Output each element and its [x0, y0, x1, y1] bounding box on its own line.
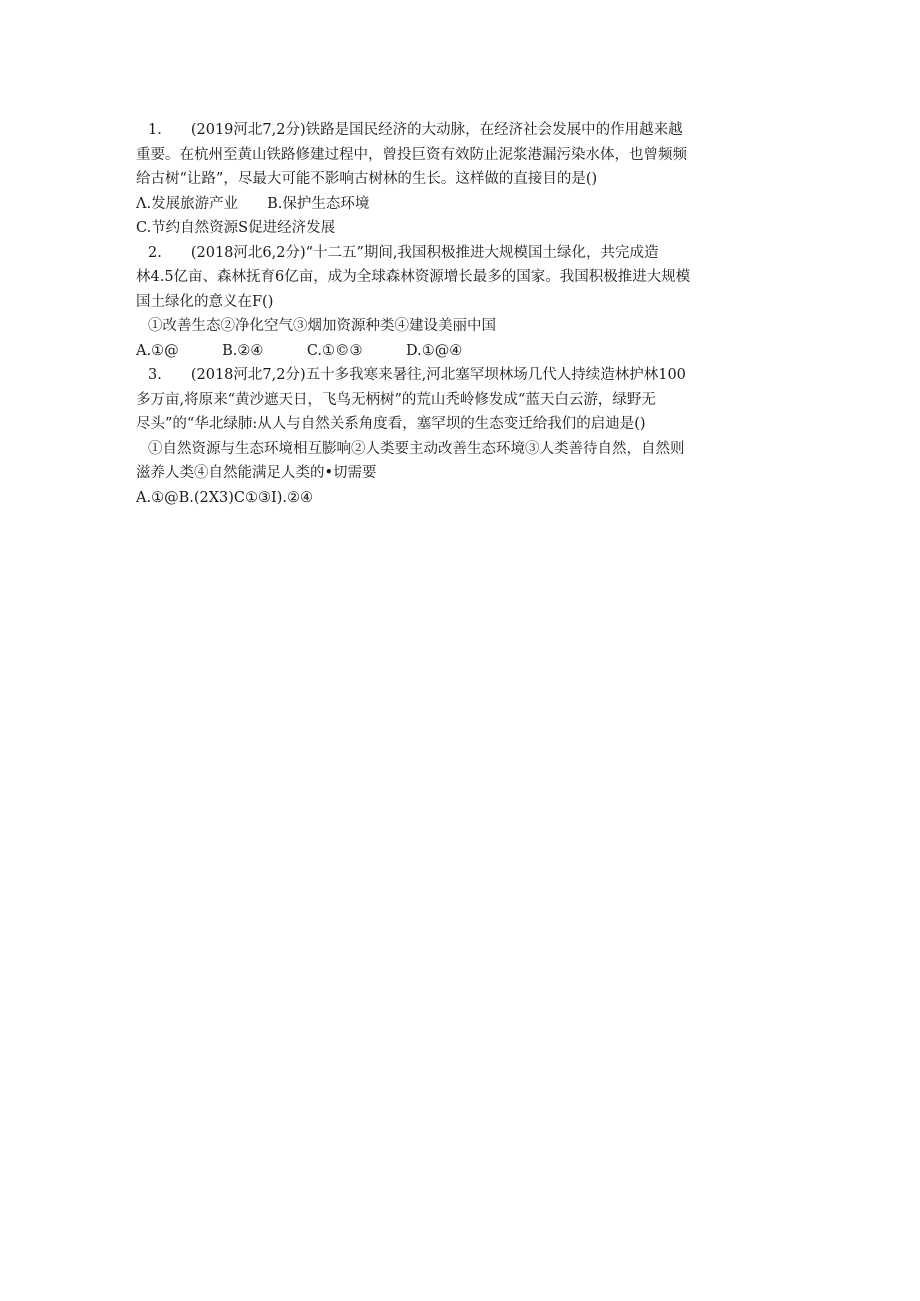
- question-2-statements: ①改善生态②净化空气③烟加资源种类④建设美丽中国: [148, 318, 496, 334]
- question-2: [136, 241, 786, 364]
- question-2-stem-line-3: 国土绿化的意义在F(): [136, 293, 274, 310]
- question-3-statements-line-2: 滋养人类④自然能满足人类的•切需要: [136, 465, 377, 481]
- question-3-stem-line-1: 3. (2018河北7,2分)五十多我寒来暑往,河北塞罕坝林场几代人持续造林护林100: [148, 367, 686, 383]
- question-3-stem-line-2: 多万亩,将原来“黄沙遮天日，飞鸟无柄树”的荒山秃岭修发成“蓝天白云游，绿野无: [136, 391, 656, 408]
- question-1-options-ab: Λ.发展旅游产业 B.保护生态环境: [136, 195, 370, 212]
- question-1: [136, 118, 786, 241]
- question-2-options: A.①@ B.②④ C.①©③ D.①@④: [136, 342, 463, 359]
- question-3-stem-line-3: 尽头”的“华北绿肺:从人与自然关系角度看，塞罕坝的生态变迁给我们的启迪是(): [136, 416, 646, 432]
- question-1-options-cd: C.节约自然资源S促进经济发展: [136, 220, 336, 236]
- question-3: [136, 363, 786, 510]
- question-2-stem-line-1: 2. (2018河北6,2分)“十二五”期间,我国积极推进大规模国土绿化，共完成造: [148, 244, 659, 261]
- question-1-stem-line-3: 给古树“让路”，尽最大可能不影响古树林的生长。这样做的直接目的是(): [136, 171, 598, 187]
- question-1-stem-line-2: 重要。在杭州至黄山铁路修建过程中，曾投巨资有效防止泥浆港漏污染水体，也曾频频: [136, 146, 687, 163]
- question-1-stem-line-1: 1. (2019河北7,2分)铁路是国民经济的大动脉，在经济社会发展中的作用越来越: [148, 122, 683, 138]
- question-2-stem-line-2: 林4.5亿亩、森林抚育6亿亩，成为全球森林资源增长最多的国家。我国积极推进大规模: [136, 269, 691, 285]
- question-3-options: A.①@B.(2X3)C①③I).②④: [136, 489, 314, 506]
- question-3-statements-line-1: ①自然资源与生态环境相互膨响②人类要主动改善生态环境③人类善待自然，自然则: [148, 440, 685, 457]
- question-list: [136, 118, 786, 510]
